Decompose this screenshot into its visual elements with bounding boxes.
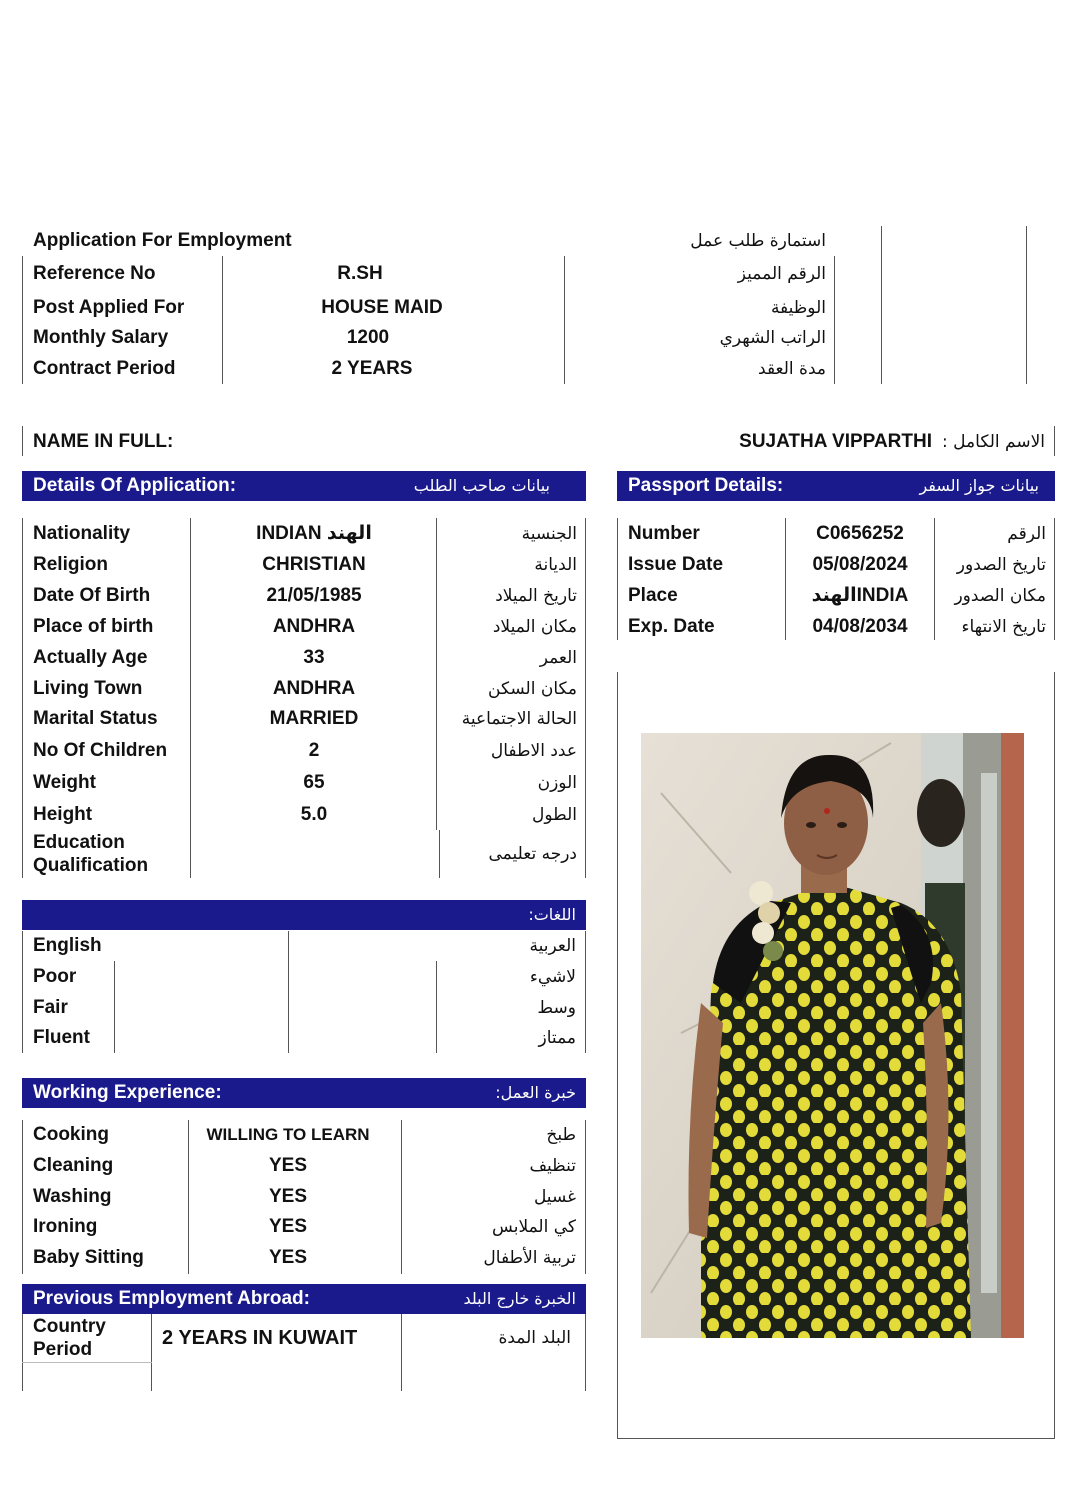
- passport-row-label-ar: مكان الصدور: [954, 586, 1046, 606]
- passport-row-label: Issue Date: [628, 554, 724, 575]
- experience-row-value: YES: [268, 1216, 308, 1237]
- divider: [1054, 426, 1055, 456]
- details-row-value: ANDHRA: [272, 678, 356, 699]
- passport-row-value: C0656252: [816, 523, 904, 544]
- divider: [585, 1314, 586, 1391]
- divider: [934, 518, 935, 640]
- passport-row-label-ar: تاريخ الانتهاء: [961, 617, 1046, 637]
- experience-row-label: Ironing: [33, 1216, 98, 1237]
- divider: [22, 426, 23, 456]
- divider: [114, 961, 115, 1053]
- passport-row-label: Number: [628, 523, 700, 544]
- details-row-label-ar: الطول: [532, 805, 577, 825]
- divider: [222, 256, 223, 384]
- passport-title-ar: بيانات جواز السفر: [919, 476, 1039, 495]
- salary-label: Monthly Salary: [33, 327, 169, 348]
- passport-row-value: 04/08/2034: [812, 616, 908, 637]
- divider: [22, 1362, 152, 1363]
- details-row-label: Place of birth: [33, 616, 154, 637]
- divider: [288, 931, 289, 1053]
- language-row-label: Fluent: [33, 1027, 90, 1048]
- details-row-value: 33: [303, 647, 325, 668]
- divider: [22, 256, 23, 384]
- details-row-label-ar: مكان السكن: [488, 679, 577, 699]
- previous-title: Previous Employment Abroad:: [33, 1288, 310, 1309]
- divider: [1026, 226, 1027, 384]
- salary-label-ar: الراتب الشهري: [719, 328, 826, 348]
- details-row-label: Marital Status: [33, 708, 158, 729]
- details-row-value: MARRIED: [269, 708, 359, 729]
- salary-value: 1200: [346, 327, 390, 348]
- contract-label-ar: مدة العقد: [758, 359, 826, 379]
- details-row-label: Date Of Birth: [33, 585, 151, 606]
- divider: [436, 961, 437, 1053]
- divider: [881, 226, 882, 384]
- experience-row-label: Baby Sitting: [33, 1247, 144, 1268]
- experience-row-label-ar: طبخ: [546, 1125, 576, 1145]
- details-row-value: 21/05/1985: [266, 585, 362, 606]
- language-row-label-ar: ممتاز: [538, 1028, 576, 1048]
- passport-row-value: الهندINDIA: [811, 585, 909, 606]
- divider: [22, 1120, 23, 1274]
- details-row-label: Religion: [33, 554, 108, 575]
- experience-row-value: YES: [268, 1247, 308, 1268]
- reference-value: R.SH: [337, 263, 383, 284]
- passport-row-label-ar: الرقم: [1007, 524, 1046, 544]
- divider: [151, 1314, 152, 1391]
- divider: [585, 518, 586, 878]
- details-row-label-ar: مكان الميلاد: [492, 617, 577, 637]
- experience-row-label-ar: غسيل: [533, 1187, 576, 1207]
- photo-frame-bottom: [617, 1438, 1055, 1439]
- details-row-value: 5.0: [300, 804, 328, 825]
- details-row-value: 65: [303, 772, 325, 793]
- divider: [585, 1120, 586, 1274]
- language-row-label-ar: لاشيء: [529, 967, 576, 987]
- languages-title-ar: اللغات:: [528, 905, 576, 924]
- passport-section-header: [617, 471, 1055, 501]
- details-section-header: [22, 471, 586, 501]
- details-row-label-ar: عدد الاطفال: [490, 741, 577, 761]
- details-row-label-ar: الديانة: [534, 555, 577, 575]
- experience-row-label: Washing: [33, 1186, 112, 1207]
- details-row-value: INDIAN الهند: [256, 523, 372, 544]
- divider: [188, 1120, 189, 1274]
- details-row-value: CHRISTIAN: [262, 554, 366, 575]
- name-label-ar: الاسم الكامل :: [942, 432, 1045, 452]
- previous-employment-value: 2 YEARS IN KUWAIT: [162, 1327, 358, 1349]
- details-row-label: Height: [33, 804, 93, 825]
- post-label: Post Applied For: [33, 297, 185, 318]
- experience-row-label-ar: كي الملابس: [492, 1217, 576, 1237]
- details-row-label-ar: تاريخ الميلاد: [495, 586, 577, 606]
- divider: [22, 1314, 23, 1391]
- passport-row-label-ar: تاريخ الصدور: [956, 555, 1046, 575]
- details-row-label: Actually Age: [33, 647, 148, 668]
- education-label-line1: Education: [33, 832, 125, 853]
- experience-row-label-ar: تنظيف: [529, 1156, 576, 1176]
- passport-row-value: 05/08/2024: [812, 554, 908, 575]
- details-title: Details Of Application:: [33, 475, 237, 496]
- divider: [585, 931, 586, 1053]
- applicant-photo: [641, 733, 1024, 1338]
- post-value: HOUSE MAID: [321, 297, 443, 318]
- experience-title-ar: خبرة العمل:: [495, 1083, 576, 1102]
- details-row-label-ar: العمر: [539, 648, 577, 668]
- divider: [439, 830, 440, 878]
- divider: [1054, 518, 1055, 640]
- language-row-label-ar: العربية: [529, 936, 576, 956]
- divider: [401, 1314, 402, 1391]
- form-title: Application For Employment: [33, 230, 292, 251]
- education-label-ar: درجه تعليمى: [488, 844, 577, 864]
- details-title-ar: بيانات صاحب الطلب: [413, 476, 550, 495]
- country-label: Country: [33, 1316, 106, 1337]
- divider: [190, 518, 191, 878]
- passport-row-label: Place: [628, 585, 678, 606]
- previous-label-ar: البلد المدة: [498, 1328, 571, 1348]
- passport-title: Passport Details:: [628, 475, 784, 496]
- language-row-label: Poor: [33, 966, 77, 987]
- previous-employment-section-header: [22, 1284, 586, 1314]
- language-row-label: English: [33, 935, 102, 956]
- details-row-label: Weight: [33, 772, 96, 793]
- photo-frame-left: [617, 672, 618, 1438]
- details-row-value: 2: [308, 740, 320, 761]
- contract-label: Contract Period: [33, 358, 176, 379]
- passport-row-label: Exp. Date: [628, 616, 715, 637]
- divider: [401, 1120, 402, 1274]
- divider: [436, 518, 437, 830]
- experience-row-label: Cooking: [33, 1124, 109, 1145]
- name-label: NAME IN FULL:: [33, 431, 174, 452]
- divider: [564, 256, 565, 384]
- details-row-label-ar: الحالة الاجتماعية: [461, 709, 577, 729]
- details-row-label-ar: الجنسية: [521, 524, 577, 544]
- experience-row-label: Cleaning: [33, 1155, 114, 1176]
- experience-row-label-ar: تربية الأطفال: [483, 1248, 576, 1268]
- period-label: Period: [33, 1339, 93, 1360]
- contract-value: 2 YEARS: [331, 358, 413, 379]
- photo-frame-right: [1054, 672, 1055, 1438]
- post-label-ar: الوظيفة: [770, 298, 826, 318]
- languages-section-header: [22, 900, 586, 930]
- experience-title: Working Experience:: [33, 1082, 222, 1103]
- reference-label-ar: الرقم المميز: [737, 264, 826, 284]
- details-row-label-ar: الوزن: [537, 773, 577, 793]
- education-label-line2: Qualification: [33, 855, 149, 876]
- full-name-value: SUJATHA VIPPARTHI: [739, 431, 932, 452]
- details-row-value: ANDHRA: [272, 616, 356, 637]
- details-row-label: No Of Children: [33, 740, 168, 761]
- previous-title-ar: الخبرة خارج البلد: [463, 1289, 576, 1308]
- experience-row-value: WILLING TO LEARN: [206, 1125, 370, 1144]
- experience-row-value: YES: [268, 1186, 308, 1207]
- details-row-label: Living Town: [33, 678, 143, 699]
- experience-row-value: YES: [268, 1155, 308, 1176]
- form-title-ar: استمارة طلب عمل: [690, 231, 826, 251]
- reference-label: Reference No: [33, 263, 156, 284]
- divider: [617, 518, 618, 640]
- divider: [834, 256, 835, 384]
- divider: [22, 931, 23, 1053]
- language-row-label: Fair: [33, 997, 68, 1018]
- details-row-label: Nationality: [33, 523, 131, 544]
- divider: [22, 518, 23, 878]
- experience-section-header: [22, 1078, 586, 1108]
- language-row-label-ar: وسط: [537, 998, 576, 1018]
